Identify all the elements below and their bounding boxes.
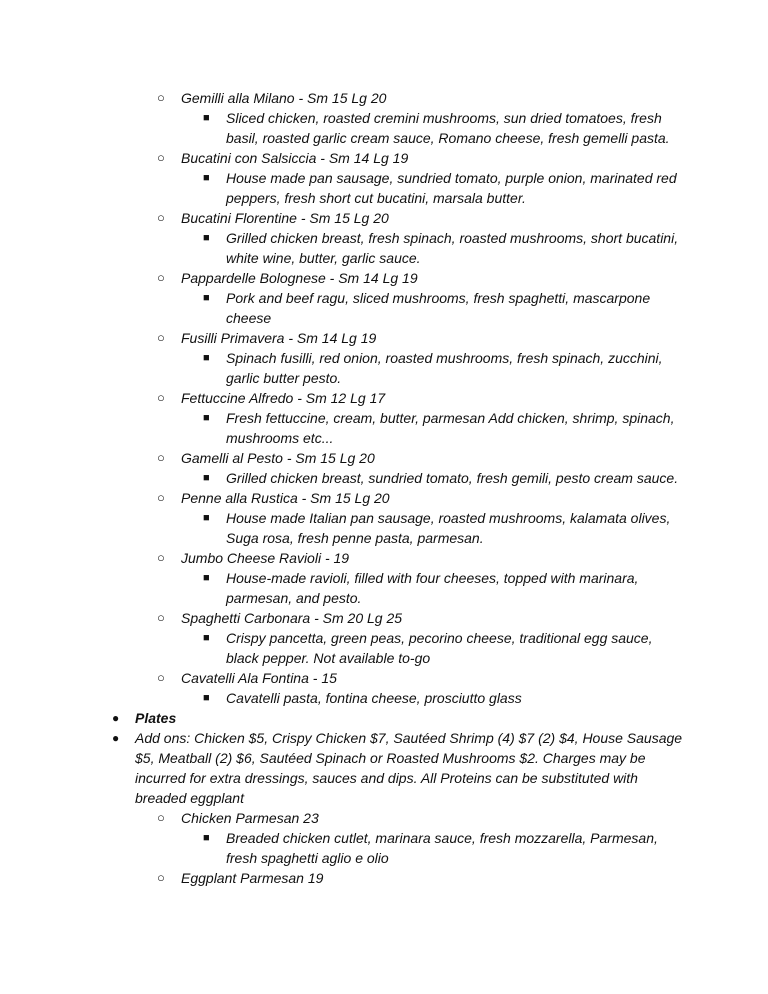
bullet-square-icon: ■ <box>203 512 210 524</box>
pasta-item-title-text: Jumbo Cheese Ravioli - 19 <box>181 550 350 566</box>
pasta-item-title-text: Gemilli alla Milano - Sm 15 Lg 20 <box>181 90 387 106</box>
pasta-item-description <box>0 408 768 428</box>
bullet-circle-icon: ○ <box>157 490 165 505</box>
pasta-item-description-text: House made pan sausage, sundried tomato, purple onion, marinated red <box>226 170 677 186</box>
pasta-item-description <box>0 428 768 448</box>
bullet-circle-icon: ○ <box>157 610 165 625</box>
bullet-circle-icon: ○ <box>157 270 165 285</box>
bullet-circle-icon: ○ <box>157 390 165 405</box>
pasta-item-title <box>0 208 768 228</box>
pasta-item-title-text: Fettuccine Alfredo - Sm 12 Lg 17 <box>181 390 386 406</box>
bullet-square-icon: ■ <box>203 232 210 244</box>
pasta-item-description-text: Suga rosa, fresh penne pasta, parmesan. <box>226 530 484 546</box>
pasta-item-description <box>0 188 768 208</box>
bullet-circle-icon: ○ <box>157 670 165 685</box>
pasta-item-description-text: basil, roasted garlic cream sauce, Romano cheese, fresh gemelli pasta. <box>226 130 670 146</box>
pasta-item-description-text: Grilled chicken breast, sundried tomato, fresh gemili, pesto cream sauce. <box>226 470 679 486</box>
pasta-item-description-text: House made Italian pan sausage, roasted mushrooms, kalamata olives, <box>226 510 671 526</box>
plates-addons-note-text: incurred for extra dressings, sauces and dips. All Proteins can be substituted with <box>135 770 638 786</box>
plate-item-description-text: Breaded chicken cutlet, marinara sauce, fresh mozzarella, Parmesan, <box>226 830 658 846</box>
pasta-item-description-text: Spinach fusilli, red onion, roasted mushrooms, fresh spinach, zucchini, <box>226 350 663 366</box>
plate-item-title <box>0 808 768 828</box>
bullet-disc-icon: ● <box>112 711 120 725</box>
section-heading-plates <box>0 708 768 728</box>
bullet-square-icon: ■ <box>203 692 210 704</box>
bullet-circle-icon: ○ <box>157 450 165 465</box>
pasta-item-title <box>0 488 768 508</box>
pasta-item-title <box>0 548 768 568</box>
pasta-item-title <box>0 148 768 168</box>
pasta-item-description <box>0 588 768 608</box>
pasta-item-description-text: Pork and beef ragu, sliced mushrooms, fresh spaghetti, mascarpone <box>226 290 651 306</box>
bullet-square-icon: ■ <box>203 352 210 364</box>
pasta-item-description-text: garlic butter pesto. <box>226 370 342 386</box>
pasta-item-description-text: House-made ravioli, filled with four cheeses, topped with marinara, <box>226 570 639 586</box>
bullet-disc-icon: ● <box>112 731 120 745</box>
plates-addons-note <box>0 788 768 808</box>
pasta-item-title <box>0 668 768 688</box>
pasta-item-title <box>0 328 768 348</box>
plates-addons-note-text: $5, Meatball (2) $6, Sautéed Spinach or Roasted Mushrooms $2. Charges may be <box>135 750 646 766</box>
pasta-item-title-text: Spaghetti Carbonara - Sm 20 Lg 25 <box>181 610 403 626</box>
pasta-item-title <box>0 388 768 408</box>
plate-item-title <box>0 868 768 888</box>
pasta-item-description-text: peppers, fresh short cut bucatini, marsala butter. <box>226 190 526 206</box>
pasta-item-title-text: Bucatini con Salsiccia - Sm 14 Lg 19 <box>181 150 409 166</box>
pasta-item-description <box>0 168 768 188</box>
pasta-item-description <box>0 528 768 548</box>
pasta-item-description <box>0 248 768 268</box>
pasta-item-description <box>0 628 768 648</box>
pasta-item-description <box>0 308 768 328</box>
pasta-item-description <box>0 228 768 248</box>
plate-item-description-text: fresh spaghetti aglio e olio <box>226 850 389 866</box>
bullet-square-icon: ■ <box>203 472 210 484</box>
pasta-item-description <box>0 648 768 668</box>
menu-document <box>0 88 768 888</box>
pasta-item-description <box>0 468 768 488</box>
bullet-square-icon: ■ <box>203 632 210 644</box>
bullet-circle-icon: ○ <box>157 810 165 825</box>
pasta-item-title <box>0 268 768 288</box>
bullet-circle-icon: ○ <box>157 90 165 105</box>
bullet-square-icon: ■ <box>203 292 210 304</box>
pasta-item-title <box>0 88 768 108</box>
pasta-item-description <box>0 128 768 148</box>
pasta-item-description <box>0 688 768 708</box>
pasta-item-description-text: black pepper. Not available to-go <box>226 650 431 666</box>
bullet-square-icon: ■ <box>203 112 210 124</box>
pasta-item-title <box>0 448 768 468</box>
bullet-square-icon: ■ <box>203 412 210 424</box>
pasta-item-title-text: Gamelli al Pesto - Sm 15 Lg 20 <box>181 450 375 466</box>
plate-item-title-text: Eggplant Parmesan 19 <box>181 870 324 886</box>
plate-item-description <box>0 848 768 868</box>
plates-addons-note-text: breaded eggplant <box>135 790 244 806</box>
pasta-item-description-text: Grilled chicken breast, fresh spinach, roasted mushrooms, short bucatini, <box>226 230 679 246</box>
plates-addons-note-text: Add ons: Chicken $5, Crispy Chicken $7, Sautéed Shrimp (4) $7 (2) $4, House Sausage <box>135 730 683 746</box>
pasta-item-title-text: Fusilli Primavera - Sm 14 Lg 19 <box>181 330 377 346</box>
pasta-item-description-text: Fresh fettuccine, cream, butter, parmesan Add chicken, shrimp, spinach, <box>226 410 675 426</box>
section-heading-plates-text: Plates <box>135 710 177 726</box>
plates-addons-note <box>0 748 768 768</box>
pasta-item-description-text: parmesan, and pesto. <box>226 590 362 606</box>
pasta-item-description-text: Cavatelli pasta, fontina cheese, prosciutto glass <box>226 690 522 706</box>
pasta-item-description-text: cheese <box>226 310 272 326</box>
pasta-item-description-text: Sliced chicken, roasted cremini mushrooms, sun dried tomatoes, fresh <box>226 110 662 126</box>
plate-item-description <box>0 828 768 848</box>
pasta-item-description <box>0 288 768 308</box>
bullet-square-icon: ■ <box>203 572 210 584</box>
plate-item-title-text: Chicken Parmesan 23 <box>181 810 319 826</box>
pasta-item-title-text: Bucatini Florentine - Sm 15 Lg 20 <box>181 210 389 226</box>
pasta-item-description-text: mushrooms etc... <box>226 430 334 446</box>
pasta-item-description <box>0 368 768 388</box>
bullet-square-icon: ■ <box>203 832 210 844</box>
pasta-item-title-text: Cavatelli Ala Fontina - 15 <box>181 670 337 686</box>
pasta-item-description <box>0 348 768 368</box>
pasta-item-description-text: white wine, butter, garlic sauce. <box>226 250 421 266</box>
bullet-square-icon: ■ <box>203 172 210 184</box>
pasta-item-title-text: Pappardelle Bolognese - Sm 14 Lg 19 <box>181 270 418 286</box>
plates-addons-note <box>0 728 768 748</box>
bullet-circle-icon: ○ <box>157 550 165 565</box>
pasta-item-description <box>0 508 768 528</box>
bullet-circle-icon: ○ <box>157 870 165 885</box>
pasta-item-description-text: Crispy pancetta, green peas, pecorino cheese, traditional egg sauce, <box>226 630 653 646</box>
bullet-circle-icon: ○ <box>157 210 165 225</box>
plates-addons-note <box>0 768 768 788</box>
bullet-circle-icon: ○ <box>157 330 165 345</box>
bullet-circle-icon: ○ <box>157 150 165 165</box>
pasta-item-description <box>0 108 768 128</box>
pasta-item-description <box>0 568 768 588</box>
pasta-item-title <box>0 608 768 628</box>
pasta-item-title-text: Penne alla Rustica - Sm 15 Lg 20 <box>181 490 390 506</box>
